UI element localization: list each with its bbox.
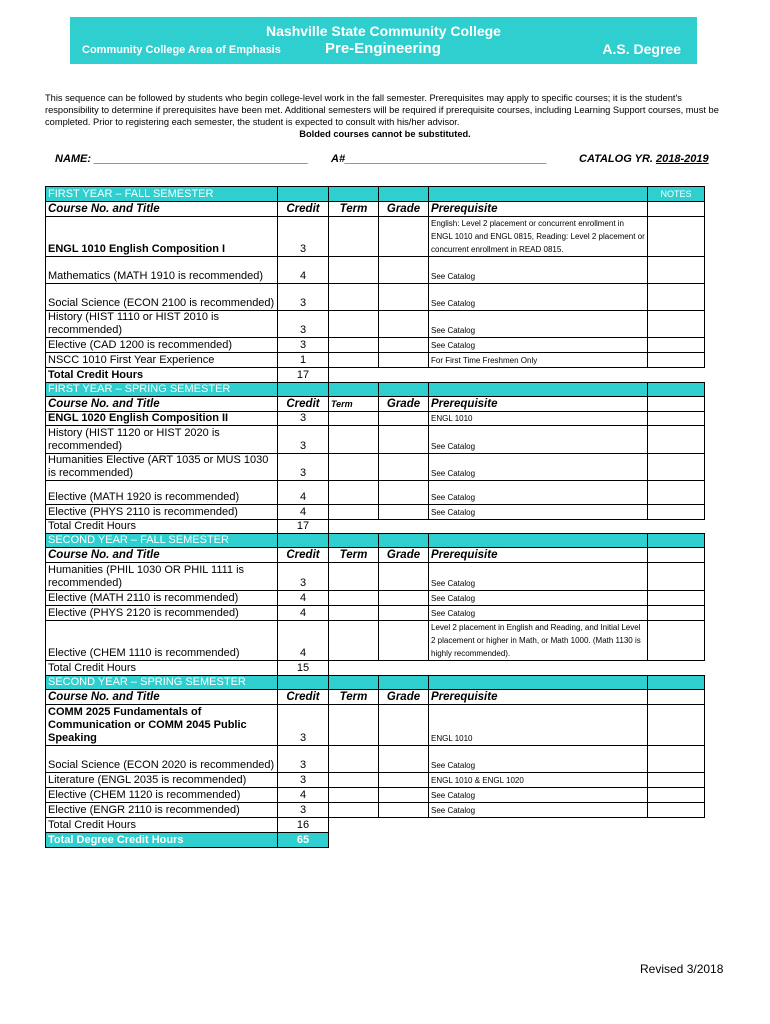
section-header-fall-1: [46, 187, 705, 202]
term-cell[interactable]: [329, 773, 379, 788]
a-number-field[interactable]: A#_________________________________: [331, 153, 547, 165]
intro-paragraph: This sequence can be followed by students who begin college-level work in the fall semester. Prerequisites may apply to specific courses; it is the student's responsibility to determine if prerequisites have been met. Additional semesters will be required if prerequisite courses, including Learning Support courses, must be completed. Prior to registering each semester, the student is expected to consult with his/her advisor.: [45, 93, 719, 127]
notes-cell[interactable]: [648, 353, 705, 368]
notes-cell[interactable]: [648, 803, 705, 818]
name-field[interactable]: NAME: ___________________________________: [55, 153, 309, 165]
column-header-row: Course No. and Title Credit Term Grade Prerequisite: [46, 548, 705, 563]
notes-header: NOTES: [648, 187, 705, 202]
grade-cell[interactable]: [379, 284, 429, 311]
column-header-row: Course No. and Title Credit Term Grade Prerequisite: [46, 690, 705, 705]
term-cell[interactable]: [329, 338, 379, 353]
term-cell[interactable]: [329, 621, 379, 661]
notes-cell[interactable]: [648, 284, 705, 311]
grade-cell[interactable]: [379, 454, 429, 481]
revised-date: Revised 3/2018: [640, 962, 724, 976]
term-cell[interactable]: [329, 412, 379, 426]
table-row: ENGL 1020 English Composition II 3 ENGL 1010: [46, 412, 705, 426]
degree-total-row: Total Degree Credit Hours 65: [46, 833, 705, 848]
table-row: History (HIST 1110 or HIST 2010 is recommended) 3 See Catalog: [46, 311, 705, 338]
notes-cell[interactable]: [648, 606, 705, 621]
bolded-courses-note: Bolded courses cannot be substituted.: [299, 129, 471, 139]
section-title: FIRST YEAR – FALL SEMESTER: [46, 187, 278, 202]
table-row: Social Science (ECON 2020 is recommended) 3 See Catalog: [46, 746, 705, 773]
grade-cell[interactable]: [379, 591, 429, 606]
notes-cell[interactable]: [648, 481, 705, 505]
table-row: Humanities Elective (ART 1035 or MUS 1030 is recommended) 3 See Catalog: [46, 454, 705, 481]
grade-cell[interactable]: [379, 353, 429, 368]
table-row: Elective (ENGR 2110 is recommended) 3 See Catalog: [46, 803, 705, 818]
grade-cell[interactable]: [379, 338, 429, 353]
term-cell[interactable]: [329, 217, 379, 257]
grade-cell[interactable]: [379, 311, 429, 338]
grade-cell[interactable]: [379, 426, 429, 454]
term-cell[interactable]: [329, 746, 379, 773]
notes-cell[interactable]: [648, 426, 705, 454]
grade-cell[interactable]: [379, 505, 429, 520]
term-cell[interactable]: [329, 353, 379, 368]
notes-cell[interactable]: [648, 311, 705, 338]
term-cell[interactable]: [329, 311, 379, 338]
table-row: ENGL 1010 English Composition I 3 English: Level 2 placement or concurrent enrollment in ENGL 1010 and ENGL 0815, Reading: Level 2 placement or concurrent enrollment in READ 0815.: [46, 217, 705, 257]
table-row: Elective (PHYS 2110 is recommended) 4 See Catalog: [46, 505, 705, 520]
table-row: Humanities (PHIL 1030 OR PHIL 1111 is recommended) 3 See Catalog: [46, 563, 705, 591]
notes-cell[interactable]: [648, 505, 705, 520]
course-sequence-table: [45, 186, 705, 848]
catalog-year-value: 2018-2019: [656, 153, 709, 165]
section-header-spring-2: SECOND YEAR – SPRING SEMESTER: [46, 676, 705, 690]
table-row: Elective (CHEM 1110 is recommended) 4 Level 2 placement in English and Reading, and Initial Level 2 placement or higher in Math, or Math 1000. (Math 1130 is highly recommended).: [46, 621, 705, 661]
term-cell[interactable]: [329, 426, 379, 454]
total-row: Total Credit Hours 16: [46, 818, 705, 833]
header-banner: [70, 17, 697, 64]
total-row: Total Credit Hours 17: [46, 368, 705, 383]
notes-cell[interactable]: [648, 591, 705, 606]
column-header-row: Course No. and Title Credit Term Grade Prerequisite: [46, 202, 705, 217]
table-row: COMM 2025 Fundamentals of Communication or COMM 2045 Public Speaking 3 ENGL 1010: [46, 705, 705, 746]
grade-cell[interactable]: [379, 606, 429, 621]
total-row: Total Credit Hours 15: [46, 661, 705, 676]
degree-label: A.S. Degree: [602, 41, 681, 57]
term-cell[interactable]: [329, 591, 379, 606]
college-title: Nashville State Community College: [266, 23, 501, 39]
table-row: Elective (CHEM 1120 is recommended) 4 See Catalog: [46, 788, 705, 803]
program-title: Pre-Engineering: [325, 40, 441, 57]
notes-cell[interactable]: [648, 788, 705, 803]
term-cell[interactable]: [329, 788, 379, 803]
catalog-year-label: CATALOG YR.: [579, 153, 653, 165]
notes-cell[interactable]: [648, 454, 705, 481]
total-row: Total Credit Hours 17: [46, 520, 705, 534]
notes-cell[interactable]: [648, 257, 705, 284]
section-header-spring-1: FIRST YEAR – SPRING SEMESTER: [46, 383, 705, 397]
table-row: Elective (CAD 1200 is recommended) 3 See Catalog: [46, 338, 705, 353]
table-row: Literature (ENGL 2035 is recommended) 3 ENGL 1010 & ENGL 1020: [46, 773, 705, 788]
term-cell[interactable]: [329, 606, 379, 621]
notes-cell[interactable]: [648, 621, 705, 661]
grade-cell[interactable]: [379, 621, 429, 661]
notes-cell[interactable]: [648, 217, 705, 257]
notes-cell[interactable]: [648, 705, 705, 746]
table-row: NSCC 1010 First Year Experience 1 For First Time Freshmen Only: [46, 353, 705, 368]
table-row: Elective (MATH 2110 is recommended) 4 See Catalog: [46, 591, 705, 606]
table-row: Elective (PHYS 2120 is recommended) 4 See Catalog: [46, 606, 705, 621]
grade-cell[interactable]: [379, 746, 429, 773]
grade-cell[interactable]: [379, 481, 429, 505]
grade-cell[interactable]: [379, 217, 429, 257]
term-cell[interactable]: [329, 284, 379, 311]
area-of-emphasis-label: Community College Area of Emphasis: [82, 44, 281, 56]
grade-cell[interactable]: [379, 773, 429, 788]
term-cell[interactable]: [329, 257, 379, 284]
notes-cell[interactable]: [648, 412, 705, 426]
term-cell[interactable]: [329, 705, 379, 746]
table-row: Elective (MATH 1920 is recommended) 4 See Catalog: [46, 481, 705, 505]
grade-cell[interactable]: [379, 563, 429, 591]
grade-cell[interactable]: [379, 705, 429, 746]
notes-cell[interactable]: [648, 563, 705, 591]
grade-cell[interactable]: [379, 788, 429, 803]
term-cell[interactable]: [329, 563, 379, 591]
catalog-year: [579, 153, 709, 165]
term-cell[interactable]: [329, 454, 379, 481]
table-row: History (HIST 1120 or HIST 2020 is recommended) 3 See Catalog: [46, 426, 705, 454]
term-cell[interactable]: [329, 481, 379, 505]
term-cell[interactable]: [329, 505, 379, 520]
notes-cell[interactable]: [648, 338, 705, 353]
column-header-row: Course No. and Title Credit Term Grade Prerequisite: [46, 397, 705, 412]
table-row: Mathematics (MATH 1910 is recommended) 4 See Catalog: [46, 257, 705, 284]
grade-cell[interactable]: [379, 257, 429, 284]
notes-cell[interactable]: [648, 746, 705, 773]
table-row: Social Science (ECON 2100 is recommended) 3 See Catalog: [46, 284, 705, 311]
grade-cell[interactable]: [379, 412, 429, 426]
section-header-fall-2: SECOND YEAR – FALL SEMESTER: [46, 534, 705, 548]
grade-cell[interactable]: [379, 803, 429, 818]
notes-cell[interactable]: [648, 773, 705, 788]
term-cell[interactable]: [329, 803, 379, 818]
